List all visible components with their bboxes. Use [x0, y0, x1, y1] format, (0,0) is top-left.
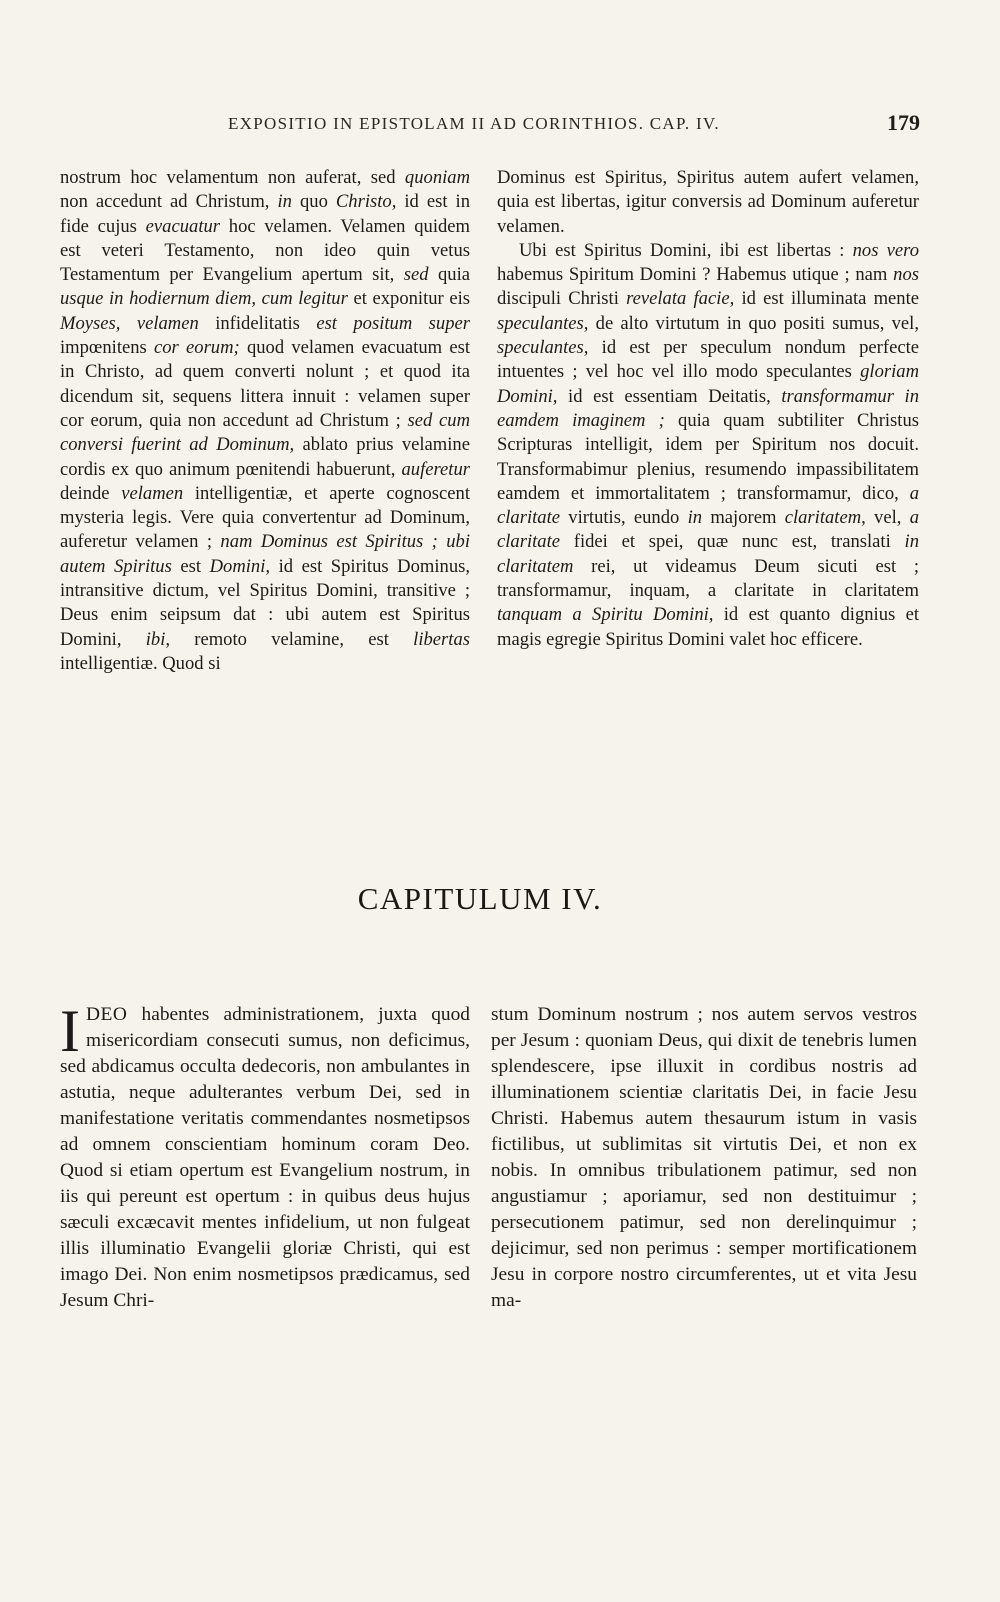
text-segment: majorem: [702, 507, 785, 529]
text-segment: habemus Spiritum Domini ? Habemus utique ; nam: [497, 264, 894, 286]
italic-text-segment: quoniam: [404, 167, 470, 188]
paragraph: [497, 239, 919, 652]
lead-word: DEO: [85, 1004, 128, 1025]
italic-text-segment: in: [277, 191, 292, 213]
italic-text-segment: evacuatur: [145, 215, 221, 237]
text-segment: de alto virtutum in quo positi sumus, vel,: [588, 312, 919, 334]
text-segment: Ubi est Spiritus Domini, ibi est libertas :: [519, 239, 853, 261]
text-segment: intelligentiæ. Quod si: [60, 652, 221, 674]
text-segment: quia quam subtiliter Christus Scripturas intelligit, idem per Spiritum nos docuit. Transformabimur plenius, resumendo impassibilitatem eamdem et immortalitatem ; transformamur, dico,: [497, 409, 919, 504]
text-segment: id est essentiam Deitatis,: [557, 385, 782, 407]
text-segment: et exponitur eis: [347, 288, 470, 310]
italic-text-segment: in claritatem: [497, 531, 919, 577]
text-segment: impœnitens: [60, 337, 154, 359]
drop-cap: I: [60, 998, 80, 1064]
text-segment: virtutis, eundo: [560, 507, 688, 529]
text-segment: hoc velamen. Velamen quidem est veteri Testamento, non ideo quin vetus Testamentum per Evangelium apertum sit,: [60, 215, 471, 286]
italic-text-segment: ibi,: [145, 628, 171, 650]
text-segment: discipuli Christi: [497, 288, 627, 310]
text-segment: intelligentiæ, et aperte cognoscent mysteria legis. Vere quia convertentur ad Dominum, auferetur velamen ;: [60, 482, 470, 553]
text-segment: id est illuminata mente: [734, 288, 919, 310]
italic-text-segment: Christo,: [335, 191, 397, 213]
italic-text-segment: transformamur in eamdem imaginem ;: [497, 385, 919, 431]
italic-text-segment: nam Dominus est Spiritus ; ubi autem Spiritus: [60, 531, 471, 577]
text-segment: remoto velamine, est: [170, 628, 414, 650]
scripture-column-left: [60, 998, 470, 1314]
text-segment: est: [171, 555, 210, 577]
chapter-heading: CAPITULUM IV.: [357, 881, 603, 916]
text-segment: quia: [428, 264, 470, 286]
italic-text-segment: velamen: [121, 482, 184, 504]
text-segment: rei, ut videamus Deum sicuti est ; transformamur, inquam, a claritate in claritatem: [497, 555, 919, 602]
italic-text-segment: libertas: [413, 628, 470, 650]
italic-text-segment: usque in hodiernum diem, cum legitur: [60, 288, 348, 310]
text-segment: id est in fide cujus: [60, 191, 471, 237]
running-title: EXPOSITIO IN EPISTOLAM II AD CORINTHIOS. CAP. IV.: [228, 114, 720, 133]
text-segment: ablato prius velamine cordis ex quo animum pœnitendi habuerunt,: [60, 434, 470, 480]
italic-text-segment: nos: [893, 264, 919, 286]
italic-text-segment: gloriam Domini,: [497, 361, 919, 407]
italic-text-segment: Domini,: [209, 555, 271, 577]
text-segment: vel,: [865, 507, 910, 529]
text-segment: Dominus est Spiritus, Spiritus autem aufert velamen, quia est libertas, igitur conversis ad Dominum auferetur velamen.: [497, 167, 919, 237]
text-segment: id est per speculum nondum perfecte intuentes ; vel hoc vel illo modo speculantes: [497, 337, 919, 383]
text-segment: quod velamen evacuatum est in Christo, ad quem converti nolunt ; et quod ita dicendum sit, sequens littera innuit : velamen super cor eorum, quia non accedunt ad Christum ;: [60, 337, 470, 431]
running-head: [60, 110, 920, 140]
italic-text-segment: a claritate: [497, 482, 919, 529]
text-segment: infidelitatis: [198, 312, 317, 334]
text-segment: fidei et spei, quæ nunc est, translati: [560, 531, 905, 553]
italic-text-segment: claritatem,: [784, 507, 866, 529]
scripture-text: habentes administrationem, juxta quod misericordiam consecuti sumus, non deficimus, sed abdicamus occulta dedecoris, non ambulantes in astutia, neque adulterantes verbum Dei, sed in manifestatione veritatis commendantes nosmetipsos ad omnem conscientiam hominum coram Deo. Quod si etiam opertum est Evangelium nostrum, in iis qui pereunt est opertum : in quibus deus hujus sæculi excæcavit mentes infidelium, ut non fulgeat illis illuminatio Evangelii gloriæ Christi, qui est imago Dei. Non enim nosmetipsos prædicamus, sed Jesum Chri-: [60, 1004, 470, 1311]
scripture-text: stum Dominum nostrum ; nos autem servos vestros per Jesum : quoniam Deus, qui dixit de tenebris lumen splendescere, ipse illuxit in cordibus nostris ad illuminationem scientiæ claritatis Dei, in facie Jesu Christi. Habemus autem thesaurum istum in vasis fictilibus, ut sublimitas sit virtutis Dei, et non ex nobis. In omnibus tribulationem patimur, sed non angustiamur ; aporiamur, sed non destituimur ; persecutionem patimur, sed non derelinquimur ; dejicimur, sed non perimus : semper mortificationem Jesu in corpore nostro circumferentes, ut et vita Jesu ma-: [491, 1004, 917, 1311]
italic-text-segment: est positum super: [316, 312, 470, 334]
italic-text-segment: nos vero: [852, 239, 919, 261]
italic-text-segment: in: [687, 507, 703, 529]
text-segment: id est quanto dignius et magis egregie Spiritus Domini valet hoc efficere.: [497, 604, 920, 650]
paragraph: [60, 166, 470, 676]
italic-text-segment: speculantes,: [497, 312, 589, 334]
italic-text-segment: sed cum conversi fuerint ad Dominum,: [60, 409, 470, 456]
scripture-column-right: [491, 1002, 917, 1314]
commentary-column-right: [497, 166, 919, 652]
italic-text-segment: Moyses, velamen: [60, 312, 199, 334]
text-segment: deinde: [60, 482, 122, 504]
italic-text-segment: revelata facie,: [626, 288, 735, 310]
text-segment: quo: [291, 191, 336, 213]
italic-text-segment: a claritate: [497, 507, 919, 553]
italic-text-segment: tanquam a Spiritu Domini,: [497, 604, 714, 626]
page-number: 179: [887, 110, 920, 135]
italic-text-segment: cor eorum;: [154, 337, 240, 359]
text-segment: id est Spiritus Dominus, intransitive dictum, vel Spiritus Domini, transitive ; Deus enim seipsum dat : ubi autem est Spiritus Domini,: [60, 555, 471, 650]
commentary-column-left: [60, 166, 470, 676]
italic-text-segment: sed: [403, 264, 429, 286]
text-segment: non accedunt ad Christum,: [60, 191, 278, 213]
paragraph: [497, 166, 919, 239]
text-segment: nostrum hoc velamentum non auferat, sed: [60, 167, 405, 188]
italic-text-segment: speculantes,: [497, 337, 589, 359]
italic-text-segment: auferetur: [401, 458, 470, 480]
